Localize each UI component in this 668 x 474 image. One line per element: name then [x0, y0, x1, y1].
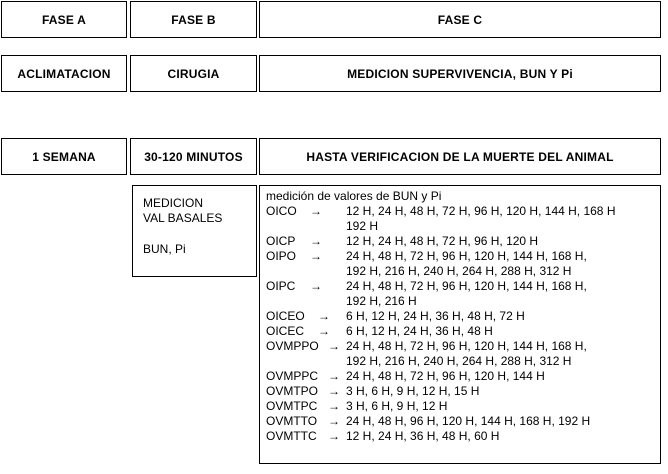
group-code: OICEO — [266, 309, 305, 323]
arrow-right-icon: → — [328, 429, 340, 443]
schedule-row — [266, 384, 660, 399]
basal-measurement-box — [132, 185, 257, 277]
schedule-row — [266, 369, 660, 384]
phase-c-activity-box — [259, 55, 661, 92]
phase-c-title: FASE C — [437, 12, 483, 27]
phase-b-activity: CIRUGIA — [167, 66, 220, 81]
phase-a-title: FASE A — [41, 12, 87, 27]
phase-a-duration: 1 SEMANA — [32, 149, 96, 164]
schedule-row — [266, 324, 660, 339]
group-code: OICP — [266, 234, 296, 248]
arrow-right-icon: → — [328, 414, 340, 428]
schedule-row — [266, 279, 660, 294]
group-times: 192 H, 216 H, 240 H, 264 H, 288 H, 312 H — [346, 264, 572, 278]
schedule-row-continuation — [266, 354, 660, 369]
measurement-schedule-box — [259, 185, 661, 464]
phase-b-duration: 30-120 MINUTOS — [144, 149, 243, 164]
group-times: 192 H, 216 H — [346, 294, 417, 308]
arrow-right-icon: → — [310, 249, 322, 263]
arrow-right-icon: → — [328, 399, 340, 413]
group-code: OIPO — [266, 249, 297, 263]
group-times: 24 H, 48 H, 72 H, 96 H, 120 H, 144 H — [346, 369, 545, 383]
phase-c-duration-box — [259, 138, 661, 175]
arrow-right-icon: → — [318, 324, 330, 338]
phase-c-duration: HASTA VERIFICACION DE LA MUERTE DEL ANIMAL — [306, 149, 614, 164]
schedule-row-continuation — [266, 294, 660, 309]
arrow-right-icon: → — [310, 279, 322, 293]
group-times: 192 H — [346, 219, 379, 233]
schedule-row — [266, 309, 660, 324]
group-code: OVMTTC — [266, 429, 317, 443]
schedule-row — [266, 204, 660, 219]
phase-b-title-box — [130, 1, 257, 38]
group-times: 192 H, 216 H, 240 H, 264 H, 288 H, 312 H — [346, 354, 572, 368]
schedule-groups — [266, 204, 660, 444]
group-code: OIPC — [266, 279, 296, 293]
schedule-heading: medición de valores de BUN y Pi — [266, 189, 442, 203]
schedule-row-continuation — [266, 219, 660, 234]
phase-a-activity: ACLIMATACION — [17, 66, 111, 81]
group-times: 24 H, 48 H, 72 H, 96 H, 120 H, 144 H, 168 H, — [346, 249, 587, 263]
basal-line-1: MEDICION — [143, 196, 203, 210]
arrow-right-icon: → — [318, 309, 330, 323]
group-times: 6 H, 12 H, 24 H, 36 H, 48 H — [346, 324, 493, 338]
arrow-right-icon: → — [310, 204, 322, 218]
schedule-row — [266, 399, 660, 414]
group-code: OICO — [266, 204, 297, 218]
group-code: OVMPPC — [266, 369, 319, 383]
schedule-row — [266, 249, 660, 264]
arrow-right-icon: → — [328, 339, 340, 353]
phase-b-duration-box — [130, 138, 257, 175]
group-times: 3 H, 6 H, 9 H, 12 H — [346, 399, 448, 413]
group-code: OICEC — [266, 324, 305, 338]
schedule-row — [266, 339, 660, 354]
phase-c-title-box — [259, 1, 661, 38]
schedule-row — [266, 234, 660, 249]
group-code: OVMTTO — [266, 414, 318, 428]
schedule-row — [266, 414, 660, 429]
group-times: 12 H, 24 H, 48 H, 72 H, 96 H, 120 H — [346, 234, 539, 248]
phase-a-activity-box — [1, 55, 127, 92]
group-times: 12 H, 24 H, 48 H, 72 H, 96 H, 120 H, 144 H, 168 H — [346, 204, 616, 218]
arrow-right-icon: → — [328, 384, 340, 398]
phase-c-activity: MEDICION SUPERVIVENCIA, BUN Y Pi — [347, 66, 573, 81]
schedule-row — [266, 429, 660, 444]
basal-line-3: BUN, Pi — [143, 242, 186, 256]
group-times: 24 H, 48 H, 96 H, 120 H, 144 H, 168 H, 192 H — [346, 414, 591, 428]
schedule-row-continuation — [266, 264, 660, 279]
basal-line-2: VAL BASALES — [143, 211, 223, 225]
group-times: 24 H, 48 H, 72 H, 96 H, 120 H, 144 H, 168 H, — [346, 339, 587, 353]
phase-a-duration-box — [1, 138, 127, 175]
group-times: 24 H, 48 H, 72 H, 96 H, 120 H, 144 H, 168 H, — [346, 279, 587, 293]
group-code: OVMTPC — [266, 399, 318, 413]
arrow-right-icon: → — [328, 369, 340, 383]
arrow-right-icon: → — [310, 234, 322, 248]
group-code: OVMPPO — [266, 339, 319, 353]
phase-b-activity-box — [130, 55, 257, 92]
phase-a-title-box — [1, 1, 127, 38]
phase-b-title: FASE B — [171, 12, 216, 27]
group-times: 12 H, 24 H, 36 H, 48 H, 60 H — [346, 429, 500, 443]
group-times: 3 H, 6 H, 9 H, 12 H, 15 H — [346, 384, 480, 398]
group-times: 6 H, 12 H, 24 H, 36 H, 48 H, 72 H — [346, 309, 525, 323]
group-code: OVMTPO — [266, 384, 319, 398]
